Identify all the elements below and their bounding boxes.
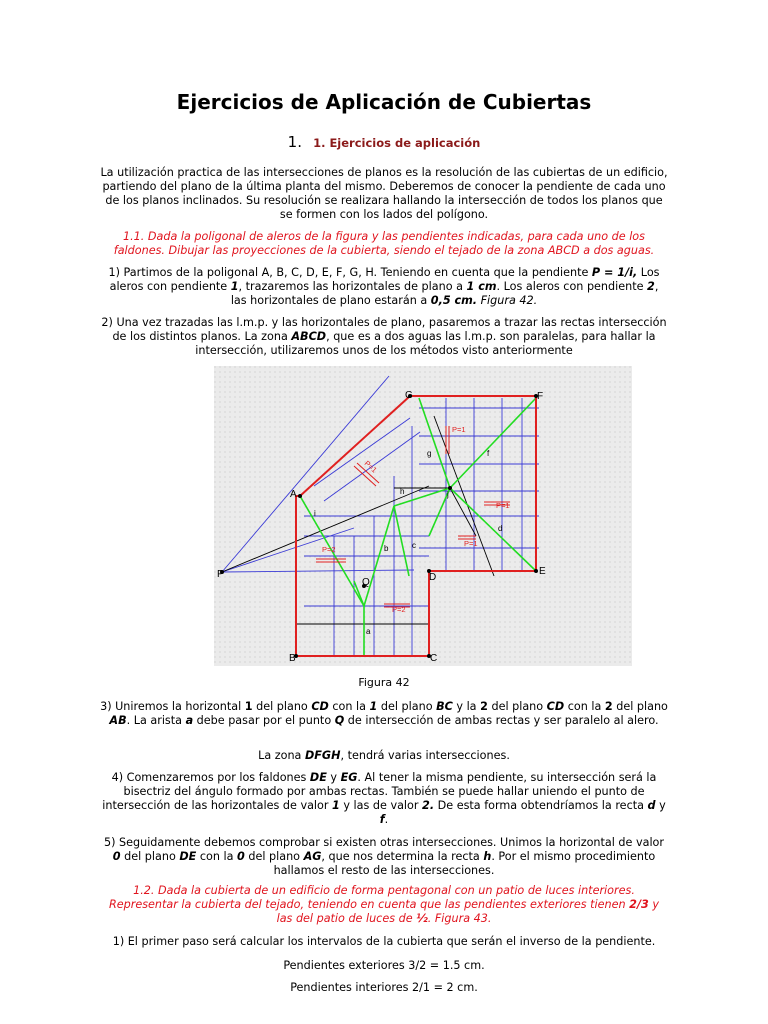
label-line-d: d [498, 524, 503, 533]
label-point-g: G [405, 390, 413, 401]
step-2-paragraph: 2) Una vez trazadas las l.m.p. y las horizontales de plano, pasaremos a trazar las rectas intersección de los distintos planos. La zona ABCD, que es a dos aguas las l.m.p. son paralelas, para hallar la intersección, utilizaremos unos de los métodos visto anteriormente [101, 316, 667, 357]
section-number: 1. [287, 133, 302, 151]
section-heading [0, 132, 768, 151]
label-line-c: c [412, 541, 416, 550]
label-point-b: B [289, 653, 296, 664]
step-3-paragraph: 3) Uniremos la horizontal 1 del plano CD con la 1 del plano BC y la 2 del plano CD con la 2 del plano AB. La arista a debe pasar por el punto Q de intersección de ambas rectas y ser paralelo al alero. [100, 700, 668, 727]
exercise-1-2-statement: 1.2. Dada la cubierta de un edificio de forma pentagonal con un patio de luces interiores. Representar la cubierta del tejado, teniendo en cuenta que las pendientes exteriores tienen 2/3 y las del patio de luces de ½. Figura 43. [108, 884, 660, 925]
label-line-g: g [427, 449, 432, 458]
label-point-p: P [217, 569, 224, 580]
slope-label-mid: P=1 [464, 539, 478, 548]
step-b1-paragraph: 1) El primer paso será calcular los intervalos de la cubierta que serán el inverso de la pendiente. [112, 935, 656, 948]
step-5-paragraph: 5) Seguidamente debemos comprobar si existen otras intersecciones. Unimos la horizontal de valor 0 del plano DE con la 0 del plano AG, que nos determina la recta h. Por el mismo procedimiento hallamos el resto de las intersecciones. [103, 836, 664, 877]
label-point-q: Q [362, 577, 370, 588]
label-line-h: h [400, 487, 405, 496]
label-line-j: j [447, 490, 449, 499]
label-point-c: C [430, 653, 438, 664]
page-title: Ejercicios de Aplicación de Cubiertas [176, 90, 592, 114]
label-line-b: b [384, 544, 389, 553]
label-line-f: f [487, 449, 490, 458]
label-line-a: a [366, 627, 371, 636]
label-point-f: F [537, 391, 544, 402]
zone-paragraph: La zona DFGH, tendrá varias intersecciones. [258, 749, 510, 762]
slope-label-diagonal: P=1 [362, 458, 379, 475]
step-1-paragraph: 1) Partimos de la poligonal A, B, C, D, E, F, G, H. Teniendo en cuenta que la pendiente P = 1/i, Los aleros con pendiente 1, trazaremos las horizontales de plano a 1 cm. Los aleros con pendiente 2, las horizontales de plano estarán a 0,5 cm. Figura 42. [108, 266, 660, 307]
label-point-a: A [290, 489, 297, 500]
label-point-d: D [429, 572, 437, 583]
exercise-1-1-statement: 1.1. Dada la poligonal de aleros de la figura y las pendientes indicadas, para cada uno de los faldones. Dibujar las proyecciones de la cubierta, siendo el tejado de la zona ABCD a dos aguas. [113, 230, 655, 257]
label-point-e: E [539, 566, 546, 577]
section-title[interactable]: 1. Ejercicios de aplicación [313, 136, 481, 150]
intro-paragraph: La utilización practica de las intersecciones de planos es la resolución de las cubiertas de un edificio, partiendo del plano de la última planta del mismo. Deberemos de conocer la pendiente de cada uno de los planos inclinados. Su resolución se realizara hallando la intersección de todos los planos que se formen con los lados del polígono. [100, 166, 668, 221]
roof-diagram [214, 366, 632, 666]
roof-figure [214, 366, 632, 666]
slope-label-left: P=2 [322, 545, 336, 554]
exterior-slopes: Pendientes exteriores 3/2 = 1.5 cm. [283, 959, 485, 972]
interior-slopes: Pendientes interiores 2/1 = 2 cm. [290, 981, 478, 994]
label-line-i: i [314, 509, 316, 518]
step-4-paragraph: 4) Comenzaremos por los faldones DE y EG. Al tener la misma pendiente, su intersección será la bisectriz del ángulo formado por ambas rectas. También se puede hallar uniendo el punto de intersección de las horizontales de valor 1 y las de valor 2. De esta forma obtendríamos la recta d y f. [102, 771, 666, 826]
slope-label-right: P=1 [496, 501, 510, 510]
figure-caption: Figura 42 [358, 676, 410, 689]
slope-label-top: P=1 [452, 425, 466, 434]
slope-label-low: P=2 [392, 605, 406, 614]
